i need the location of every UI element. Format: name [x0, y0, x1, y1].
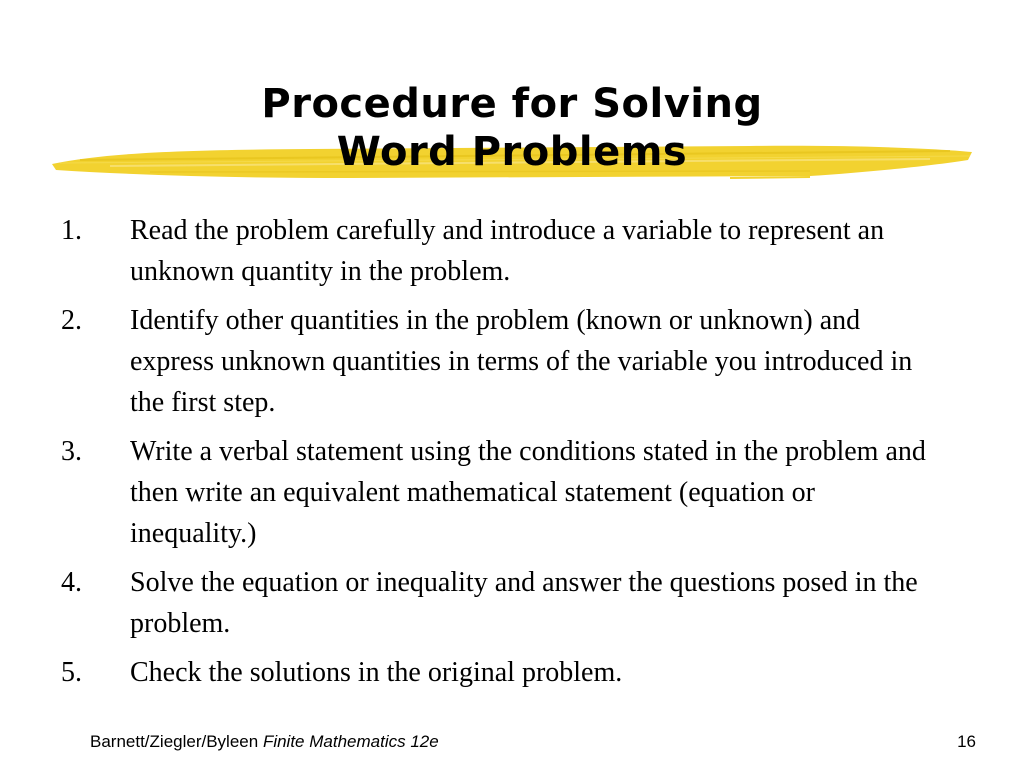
step-number: 5. — [61, 657, 82, 688]
step-4 — [0, 562, 930, 644]
step-2 — [0, 300, 930, 423]
step-number: 4. — [61, 567, 82, 598]
step-text: Solve the equation or inequality and answer the questions posed in the problem. — [130, 567, 918, 639]
title-line-1: Procedure for Solving — [261, 81, 763, 127]
step-3 — [0, 431, 930, 554]
step-number: 3. — [61, 436, 82, 467]
step-text: Identify other quantities in the problem (known or unknown) and express unknown quantities in terms of the variable you introduced in the first step. — [130, 305, 913, 418]
page-number: 16 — [957, 732, 976, 751]
title-line-2: Word Problems — [336, 129, 688, 175]
step-text: Read the problem carefully and introduce a variable to represent an unknown quantity in the problem. — [130, 215, 885, 287]
step-text: Check the solutions in the original problem. — [130, 657, 623, 688]
step-number: 1. — [61, 215, 82, 246]
procedure-steps-list — [0, 210, 1024, 701]
step-5 — [0, 652, 930, 693]
footer-authors: Barnett/Ziegler/Byleen — [90, 732, 259, 751]
step-number: 2. — [61, 305, 82, 336]
footer-citation — [90, 732, 439, 752]
step-text: Write a verbal statement using the conditions stated in the problem and then write an equivalent mathematical statement (equation or inequality.) — [130, 436, 926, 549]
step-1 — [0, 210, 930, 292]
slide-title — [0, 80, 1024, 176]
footer-book-title: Finite Mathematics 12e — [262, 732, 439, 751]
